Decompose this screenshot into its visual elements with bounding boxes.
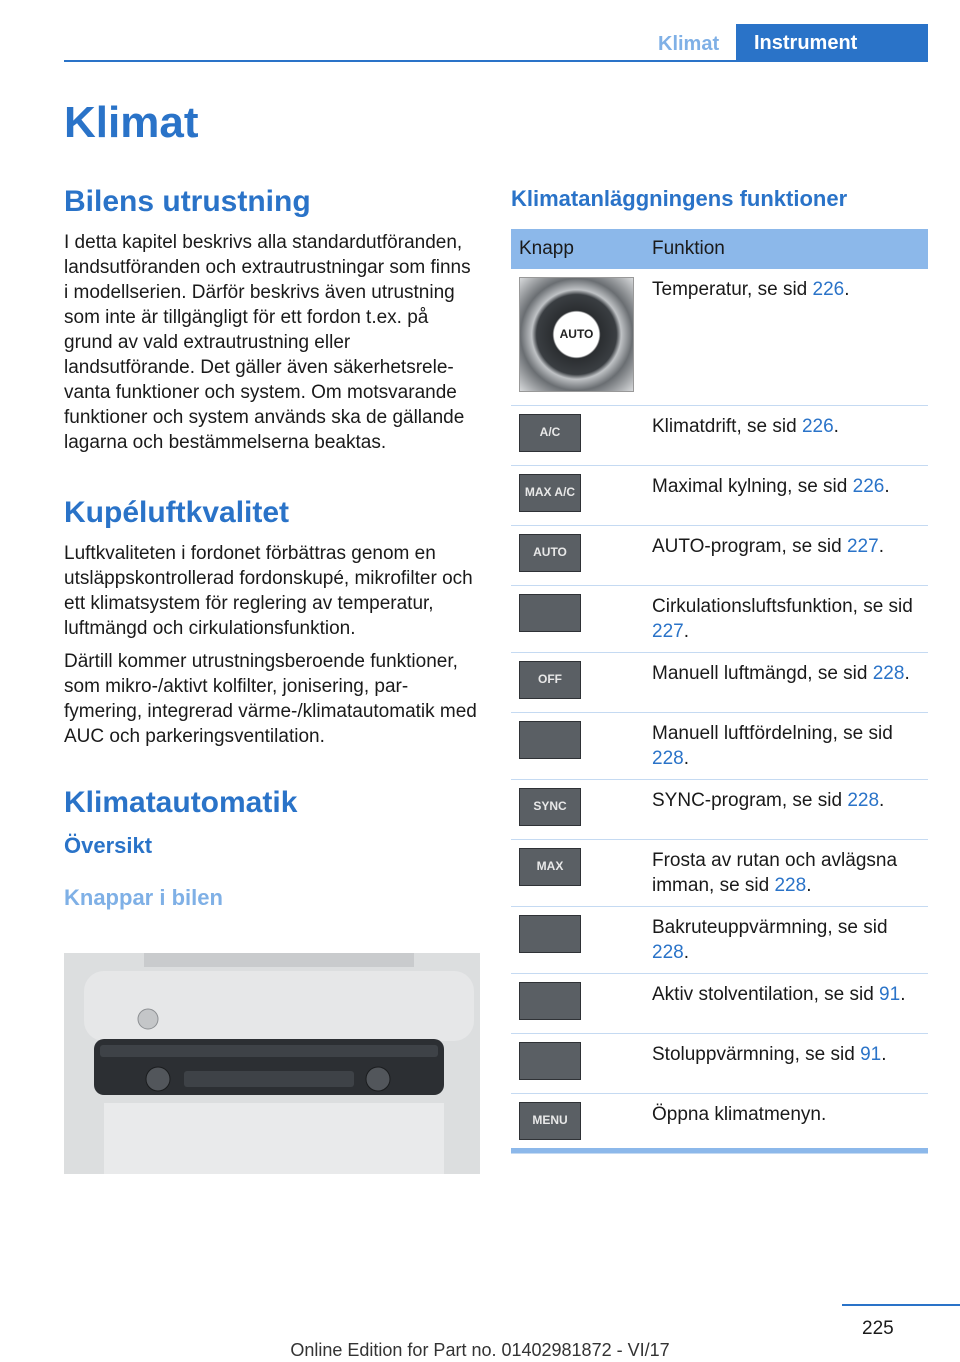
function-cell <box>644 525 928 585</box>
heading-knappar-i-bilen: Knappar i bilen <box>64 885 223 910</box>
function-cell <box>644 839 928 906</box>
function-text: Cirkulationsluftsfunktion, se sid <box>652 595 913 617</box>
page-reference-link[interactable]: 226 <box>812 279 845 300</box>
function-text: Maximal kylning, se sid <box>652 475 853 497</box>
page-reference-link[interactable]: 228 <box>652 941 684 963</box>
button-cell <box>511 465 644 525</box>
function-text-end: . <box>683 941 689 963</box>
max-ac-button-icon <box>519 474 581 512</box>
function-text: Stoluppvärmning, se sid <box>652 1043 861 1065</box>
function-text-end: . <box>683 747 689 769</box>
auto-button-icon <box>519 534 581 572</box>
function-text: Manuell luftmängd, se sid <box>652 662 873 684</box>
function-text-end: . <box>806 874 812 896</box>
climate-control-panel-photo <box>64 953 480 1174</box>
table-row <box>511 525 928 585</box>
paragraph-kupe-2: Därtill kommer utrustningsberoende funktioner, som mikro-/aktivt kolfilter, jonisering, parfymering, integrerad värme-/klimatautomatik med AUC och parkeringsventilation. <box>64 651 477 747</box>
button-label: OFF <box>538 672 562 686</box>
button-cell <box>511 839 644 906</box>
page-reference-link[interactable]: 226 <box>852 475 885 497</box>
page-reference-link[interactable]: 227 <box>652 620 684 642</box>
function-text-end: . <box>833 415 839 437</box>
button-label: MENU <box>532 1113 568 1127</box>
page-reference-link[interactable]: 228 <box>872 662 905 684</box>
function-cell <box>644 585 928 652</box>
page-number-rule <box>842 1304 960 1306</box>
table-row <box>511 269 928 405</box>
button-label: MAX <box>536 859 564 873</box>
button-cell <box>511 269 644 405</box>
button-label: AUTO <box>559 327 594 341</box>
max-defrost-icon <box>519 848 581 886</box>
function-text-end: . <box>881 1043 887 1065</box>
right-column <box>511 183 928 1154</box>
seat-heating-icon <box>519 1042 581 1080</box>
page-reference-link[interactable]: 228 <box>652 747 684 769</box>
heading-bilens-utrustning: Bilens utrustning <box>64 185 311 218</box>
function-text: Öppna klimatmenyn. <box>652 1103 827 1125</box>
function-cell <box>644 269 928 405</box>
function-cell <box>644 405 928 465</box>
button-cell <box>511 1033 644 1093</box>
function-text: Temperatur, se sid <box>652 279 813 300</box>
function-text-end: . <box>683 620 689 642</box>
function-text-end: . <box>879 789 885 811</box>
function-text-end: . <box>904 662 910 684</box>
function-text: AUTO-program, se sid <box>652 535 847 557</box>
ac-button-icon <box>519 414 581 452</box>
button-cell <box>511 1093 644 1153</box>
button-cell <box>511 779 644 839</box>
table-row <box>511 1033 928 1093</box>
button-cell <box>511 405 644 465</box>
table-heading: Klimatanläggningens funktioner <box>511 186 848 211</box>
left-column <box>64 182 479 913</box>
dashboard-illustration <box>64 953 480 1174</box>
seat-ventilation-icon <box>519 982 581 1020</box>
table-row <box>511 585 928 652</box>
button-label: SYNC <box>533 799 567 813</box>
table-row <box>511 652 928 712</box>
function-cell <box>644 652 928 712</box>
column-header-funktion: Funktion <box>644 229 928 269</box>
function-cell <box>644 779 928 839</box>
table-row <box>511 779 928 839</box>
button-cell <box>511 652 644 712</box>
header-tab-klimat[interactable]: Klimat <box>658 33 720 55</box>
table-bottom-rule <box>511 1148 928 1153</box>
heading-kupeluftkvalitet: Kupéluftkvalitet <box>64 496 290 529</box>
page-reference-link[interactable]: 91 <box>879 983 901 1005</box>
function-text-end: . <box>844 279 850 300</box>
paragraph-bilens-utrustning: I detta kapitel beskrivs alla standardutföranden, landsutföranden och extrautrustningar som finns i modellserien. Därför beskrivs även utrustning som inte är tillgängligt för ett fordon t.ex. på grund av vald extrautrustning eller landsutförande. Det gäller även säkerhetsrelevanta funktioner och system. Om motsvarande funktioner och system används ska de gällande lagarna och bestämmelserna beaktas. <box>64 232 471 453</box>
functions-table <box>511 229 928 1154</box>
function-text: Aktiv stolventilation, se sid <box>652 983 880 1005</box>
button-label: A/C <box>539 425 561 439</box>
menu-button-icon <box>519 1102 581 1140</box>
function-text: SYNC-program, se sid <box>652 789 848 811</box>
sync-button-icon <box>519 788 581 826</box>
heading-klimatautomatik: Klimatautomatik <box>64 786 298 819</box>
rear-defrost-icon <box>519 915 581 953</box>
function-text-end: . <box>884 475 890 497</box>
function-cell <box>644 906 928 973</box>
button-cell <box>511 973 644 1033</box>
function-text: Bakruteuppvärmning, se sid <box>652 916 888 938</box>
page-header <box>0 0 960 62</box>
fan-speed-icon <box>519 661 581 699</box>
table-row <box>511 839 928 906</box>
air-distribution-icon <box>519 721 581 759</box>
page-reference-link[interactable]: 228 <box>774 874 807 896</box>
function-cell <box>644 712 928 779</box>
table-row <box>511 405 928 465</box>
header-divider <box>64 60 928 62</box>
function-text: Frosta av rutan och avlägsna imman, se sid <box>652 849 898 896</box>
column-header-knapp: Knapp <box>511 229 644 269</box>
button-cell <box>511 712 644 779</box>
function-text-end: . <box>878 535 884 557</box>
function-cell <box>644 973 928 1033</box>
button-cell <box>511 525 644 585</box>
table-row <box>511 973 928 1033</box>
page-number: 225 <box>862 1318 894 1339</box>
page-reference-link[interactable]: 226 <box>801 415 834 437</box>
table-row <box>511 1093 928 1153</box>
footer-edition: Online Edition for Part no. 01402981872 - VI/17 <box>290 1340 670 1360</box>
button-cell <box>511 906 644 973</box>
header-tab-instrument[interactable]: Instrument <box>736 24 928 62</box>
function-text: Manuell luftfördelning, se sid <box>652 722 893 744</box>
function-text: Klimatdrift, se sid <box>652 415 802 437</box>
button-cell <box>511 585 644 652</box>
page-title: Klimat <box>64 98 199 147</box>
function-cell <box>644 465 928 525</box>
button-label: AUTO <box>533 545 567 559</box>
temperature-dial-icon <box>519 277 634 392</box>
function-text-end: . <box>900 983 906 1005</box>
function-cell <box>644 1093 928 1153</box>
page-reference-link[interactable]: 228 <box>847 789 880 811</box>
table-row <box>511 465 928 525</box>
paragraph-kupe-1: Luftkvaliteten i fordonet förbättras genom en utsläppskontrollerad fordonskupé, mikrofilter och ett klimatsystem för reglering av temperatur, luftmängd och cirkulationsfunktion. <box>64 543 473 639</box>
recirculation-icon <box>519 594 581 632</box>
function-cell <box>644 1033 928 1093</box>
page-reference-link[interactable]: 227 <box>846 535 879 557</box>
table-row <box>511 712 928 779</box>
button-label: MAX A/C <box>524 485 576 499</box>
page-reference-link[interactable]: 91 <box>860 1043 882 1065</box>
table-row <box>511 906 928 973</box>
table-header-row <box>511 229 928 269</box>
heading-oversikt: Översikt <box>64 833 153 858</box>
